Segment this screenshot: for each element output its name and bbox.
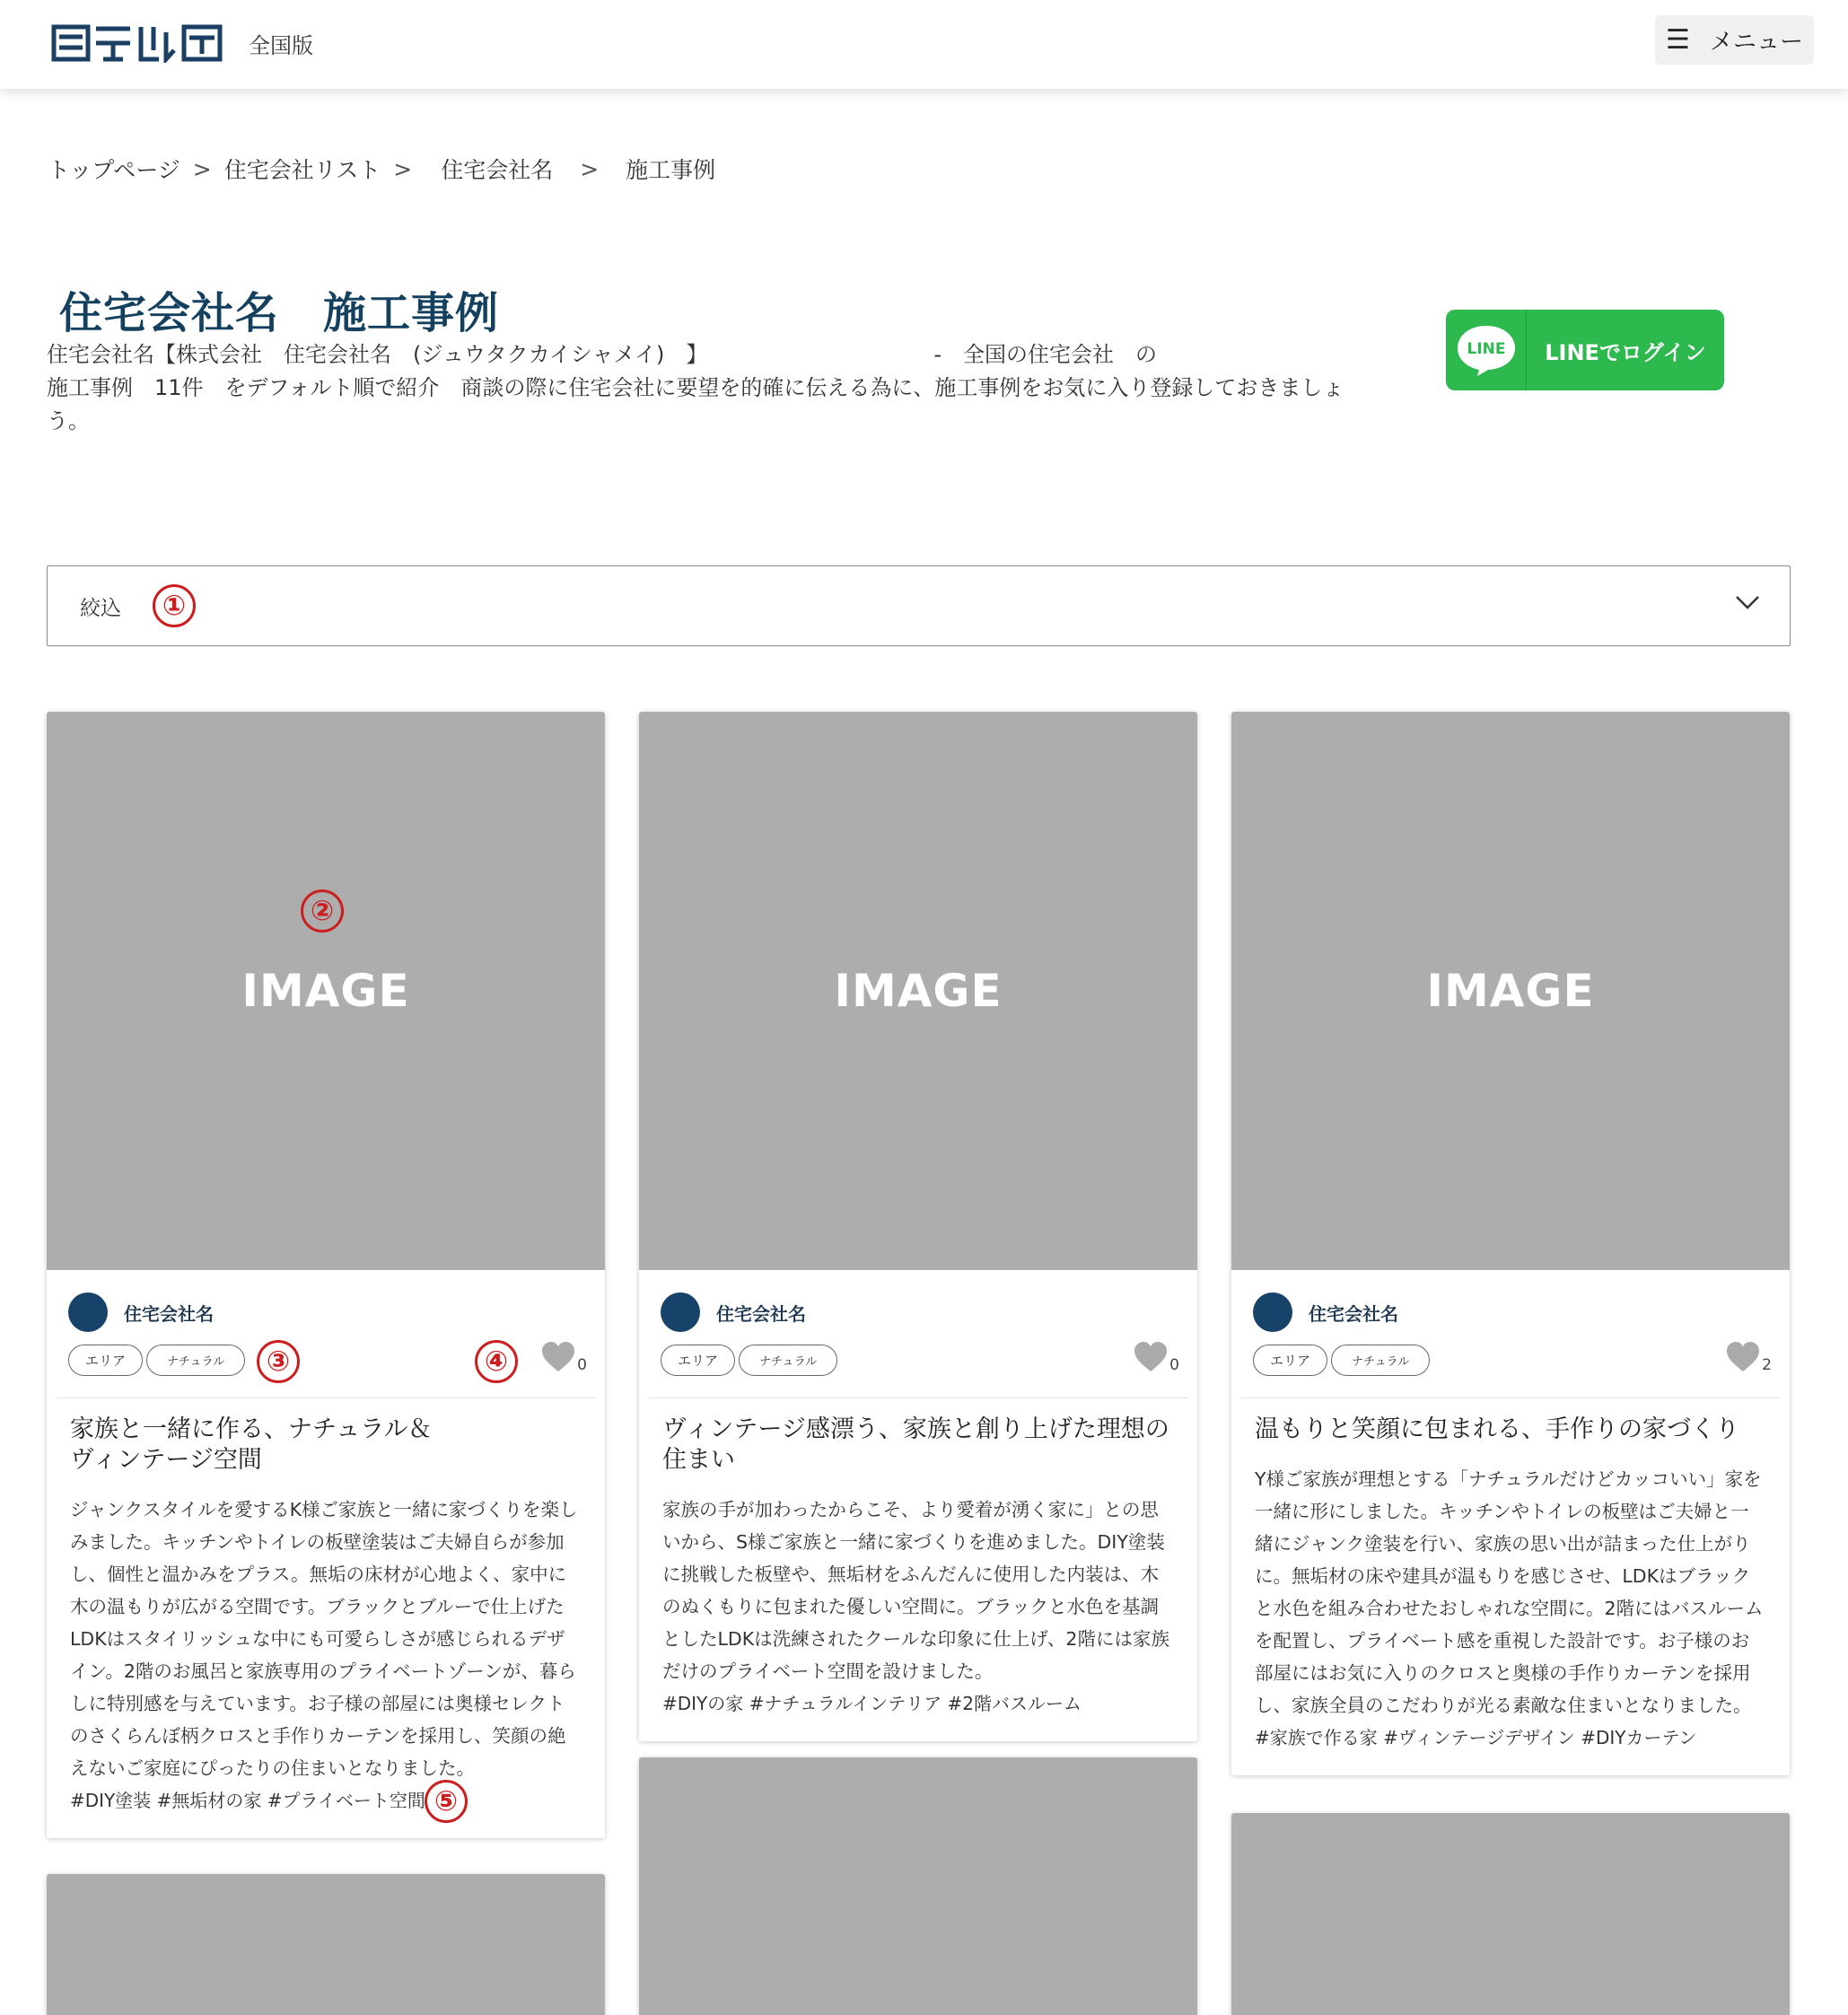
company-avatar (68, 1292, 108, 1332)
annotation-marker-1: ① (153, 584, 196, 627)
card-meta (648, 1270, 1188, 1398)
like-count: 0 (577, 1356, 587, 1374)
breadcrumb-item-company-list[interactable]: 住宅会社リスト (223, 157, 381, 183)
card-meta (1240, 1270, 1781, 1398)
case-title[interactable] (1255, 1415, 1766, 1445)
edition-label: 全国版 (249, 33, 313, 58)
tag-area[interactable]: エリア (1253, 1345, 1327, 1376)
image-placeholder-text: IMAGE (241, 965, 410, 1017)
case-description: Y様ご家族が理想とする「ナチュラルだけどカッコいい」家を一緒に形にしました。キッチンやトイレの板壁はご夫婦と一緒にジャンク塗装を行い、家族の思い出が詰まった仕上がりに。無垢材の床や建具が温もりを感じさせ、LDKはブラックと水色を組み合わせたおしゃれな空間に。2階にはバスルームを配置し、プライベート感を重視した設計です。お子様のお部屋にはお気に入りのクロスと奥様の手作りカーテンを採用し、家族全員のこだわりが光る素敵な住まいとなりました。 (1255, 1468, 1764, 1716)
line-login-button[interactable] (1446, 310, 1724, 390)
heart-icon (1726, 1342, 1760, 1372)
case-image[interactable] (1231, 1813, 1790, 2015)
page-title: 住宅会社名 施工事例 (59, 288, 500, 338)
like-button[interactable] (1134, 1342, 1179, 1372)
case-card[interactable] (47, 1874, 605, 2015)
annotation-marker-2: ② (301, 889, 344, 933)
site-header (0, 0, 1848, 89)
like-count: 0 (1169, 1356, 1179, 1374)
company-avatar (1253, 1292, 1292, 1332)
intro-line: 住宅会社名【株式会社 住宅会社名 (ジュウタクカイシャメイ) 】 - 全国の住宅会社 の (47, 342, 1157, 367)
case-title[interactable] (70, 1415, 582, 1476)
breadcrumb-separator: > (580, 155, 600, 182)
intro-line: う。 (47, 408, 90, 434)
page-intro (47, 338, 1348, 438)
breadcrumb-separator: > (393, 155, 413, 182)
line-login-label: LINEでログイン (1545, 339, 1706, 365)
breadcrumb-item-top[interactable]: トップページ (48, 157, 180, 183)
tag-style[interactable]: ナチュラル (739, 1345, 837, 1376)
image-placeholder-text: IMAGE (834, 965, 1003, 1017)
company-name[interactable]: 住宅会社名 (124, 1303, 214, 1325)
card-body (639, 1398, 1197, 1741)
like-count: 2 (1762, 1356, 1772, 1374)
tag-list (661, 1345, 837, 1376)
like-button[interactable] (1726, 1342, 1772, 1372)
case-card[interactable] (639, 1757, 1197, 2015)
annotation-marker-3: ③ (257, 1340, 300, 1383)
company-name[interactable]: 住宅会社名 (716, 1303, 806, 1325)
line-icon (1446, 310, 1527, 390)
case-image[interactable] (47, 712, 605, 1270)
case-card[interactable] (1231, 1813, 1790, 2015)
tag-style[interactable]: ナチュラル (146, 1345, 245, 1376)
tag-list (1253, 1345, 1430, 1376)
menu-label: メニュー (1709, 29, 1803, 56)
case-title[interactable] (662, 1415, 1174, 1476)
breadcrumb-item-company[interactable]: 住宅会社名 (441, 157, 554, 183)
site-logo[interactable] (51, 23, 223, 63)
intro-line: 施工事例 11件 をデフォルト順で紹介 商談の際に住宅会社に要望を的確に伝える為に、施工事例をお気に入り登録しておきましょ (47, 375, 1344, 400)
card-body (47, 1398, 605, 1838)
annotation-marker-4: ④ (475, 1340, 518, 1383)
tag-style[interactable]: ナチュラル (1331, 1345, 1430, 1376)
breadcrumb (48, 153, 715, 185)
tag-list (68, 1345, 245, 1376)
menu-button[interactable] (1655, 15, 1814, 65)
case-image[interactable] (1231, 712, 1790, 1270)
case-description: 家族の手が加わったからこそ、より愛着が湧く家に」との思いから、S様ご家族と一緒に家づくりを進めました。DIY塗装に挑戦した板壁や、無垢材をふんだんに使用した内装は、木のぬくもりに包まれた優しい空間に。ブラックと水色を基調としたLDKは洗練されたクールな印象に仕上げ、2階には家族だけのプライベート空間を設けました。 (662, 1499, 1169, 1682)
case-card[interactable] (1231, 712, 1790, 1775)
breadcrumb-item-current: 施工事例 (626, 157, 716, 183)
case-title-line: ヴィンテージ空間 (70, 1446, 262, 1474)
company-avatar (661, 1292, 700, 1332)
hamburger-icon: ☰ (1666, 24, 1690, 56)
case-title-line: 家族と一緒に作る、ナチュラル＆ (70, 1415, 433, 1443)
line-icon-text: LINE (1467, 340, 1505, 358)
case-description: ジャンクスタイルを愛するK様ご家族と一緒に家づくりを楽しみました。キッチンやトイレの板壁塗装はご夫婦自らが参加し、個性と温かみをプラス。無垢の床材が心地よく、家中に木の温もりが広がる空間です。ブラックとブルーで仕上げたLDKはスタイリッシュな中にも可愛らしさが感じられるデザイン。2階のお風呂と家族専用のプライベートゾーンが、暮らしに特別感を与えています。お子様の部屋には奥様セレクトのさくらんぼ柄クロスと手作りカーテンを採用し、笑顔の絶えないご家庭にぴったりの住まいとなりました。 (70, 1499, 578, 1779)
case-image[interactable] (47, 1874, 605, 2015)
annotation-marker-5: ⑤ (425, 1780, 468, 1823)
case-card[interactable] (639, 712, 1197, 1741)
chevron-down-icon (1734, 593, 1761, 611)
case-hashtags[interactable]: #家族で作る家 #ヴィンテージデザイン #DIYカーテン (1255, 1727, 1697, 1748)
filter-dropdown[interactable] (47, 565, 1791, 646)
case-title-line: 住まい (662, 1446, 735, 1474)
case-title-line: ヴィンテージ感漂う、家族と創り上げた理想の (662, 1415, 1169, 1443)
tag-area[interactable]: エリア (68, 1345, 143, 1376)
case-image[interactable] (639, 712, 1197, 1270)
case-hashtags[interactable]: #DIY塗装 #無垢材の家 #プライベート空間 (70, 1790, 425, 1811)
case-title-line: 温もりと笑顔に包まれる、手作りの家づくり (1255, 1415, 1739, 1443)
case-hashtags[interactable]: #DIYの家 #ナチュラルインテリア #2階バスルーム (662, 1693, 1082, 1714)
case-card[interactable] (47, 712, 605, 1838)
case-image[interactable] (639, 1757, 1197, 2015)
heart-icon (1134, 1342, 1168, 1372)
heart-icon (541, 1342, 575, 1372)
like-button[interactable] (541, 1342, 587, 1372)
company-name[interactable]: 住宅会社名 (1309, 1303, 1398, 1325)
tag-area[interactable]: エリア (661, 1345, 735, 1376)
image-placeholder-text: IMAGE (1426, 965, 1595, 1017)
filter-label: 絞込 (80, 597, 121, 620)
card-body (1231, 1398, 1790, 1775)
breadcrumb-separator: > (192, 155, 212, 182)
card-meta (56, 1270, 596, 1398)
